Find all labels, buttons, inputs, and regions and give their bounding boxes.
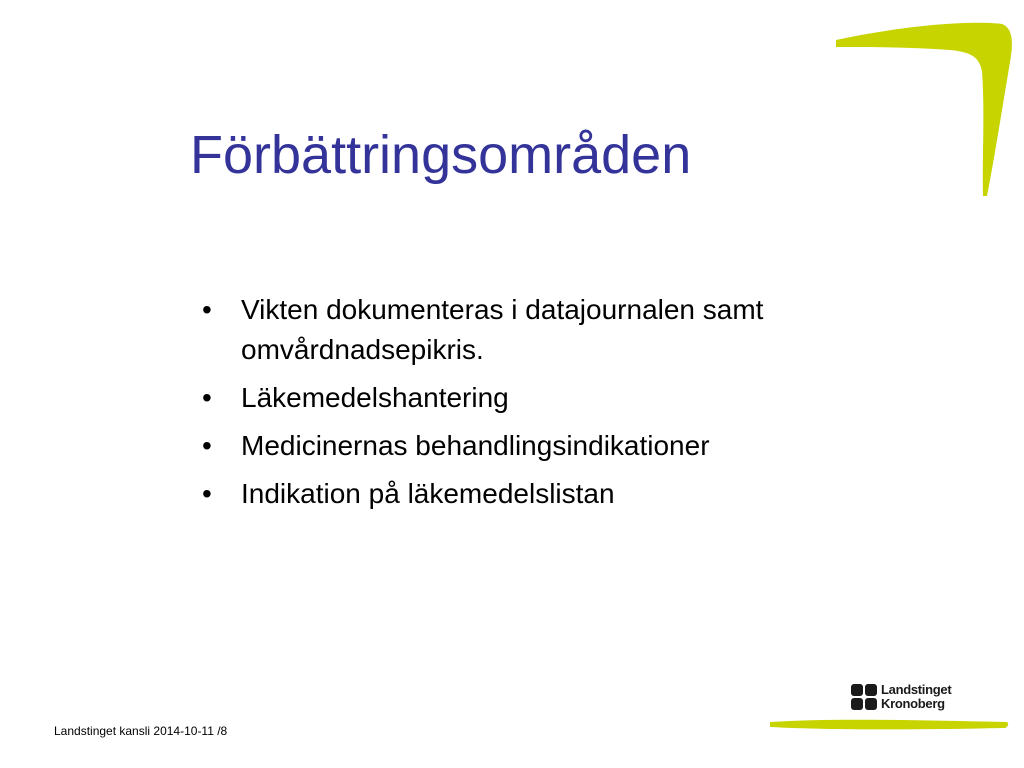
list-item <box>198 290 858 370</box>
logo-wordmark <box>881 683 976 711</box>
bullet-list <box>198 290 858 522</box>
bullet-text: Vikten dokumenteras i datajournalen samt omvårdnadsepikris. <box>241 294 764 365</box>
bullet-icon: • <box>202 430 212 461</box>
list-item <box>198 426 858 466</box>
bullet-text: Medicinernas behandlingsindikationer <box>241 430 710 461</box>
slide-title: Förbättringsområden <box>190 125 692 185</box>
list-item <box>198 378 858 418</box>
bullet-text: Indikation på läkemedelslistan <box>241 478 615 509</box>
slide-footer: Landstinget kansli 2014-10-11 /8 <box>54 724 228 738</box>
landstinget-kronoberg-logo <box>851 683 971 715</box>
bullet-icon: • <box>202 382 212 413</box>
bullet-icon: • <box>202 478 212 509</box>
bullet-text: Läkemedelshantering <box>241 382 509 413</box>
logo-line-1: Landstinget <box>881 682 952 697</box>
bullet-icon: • <box>202 294 212 325</box>
list-item <box>198 474 858 514</box>
logo-line-2: Kronoberg <box>881 696 945 711</box>
four-rounded-squares-icon <box>851 684 878 711</box>
